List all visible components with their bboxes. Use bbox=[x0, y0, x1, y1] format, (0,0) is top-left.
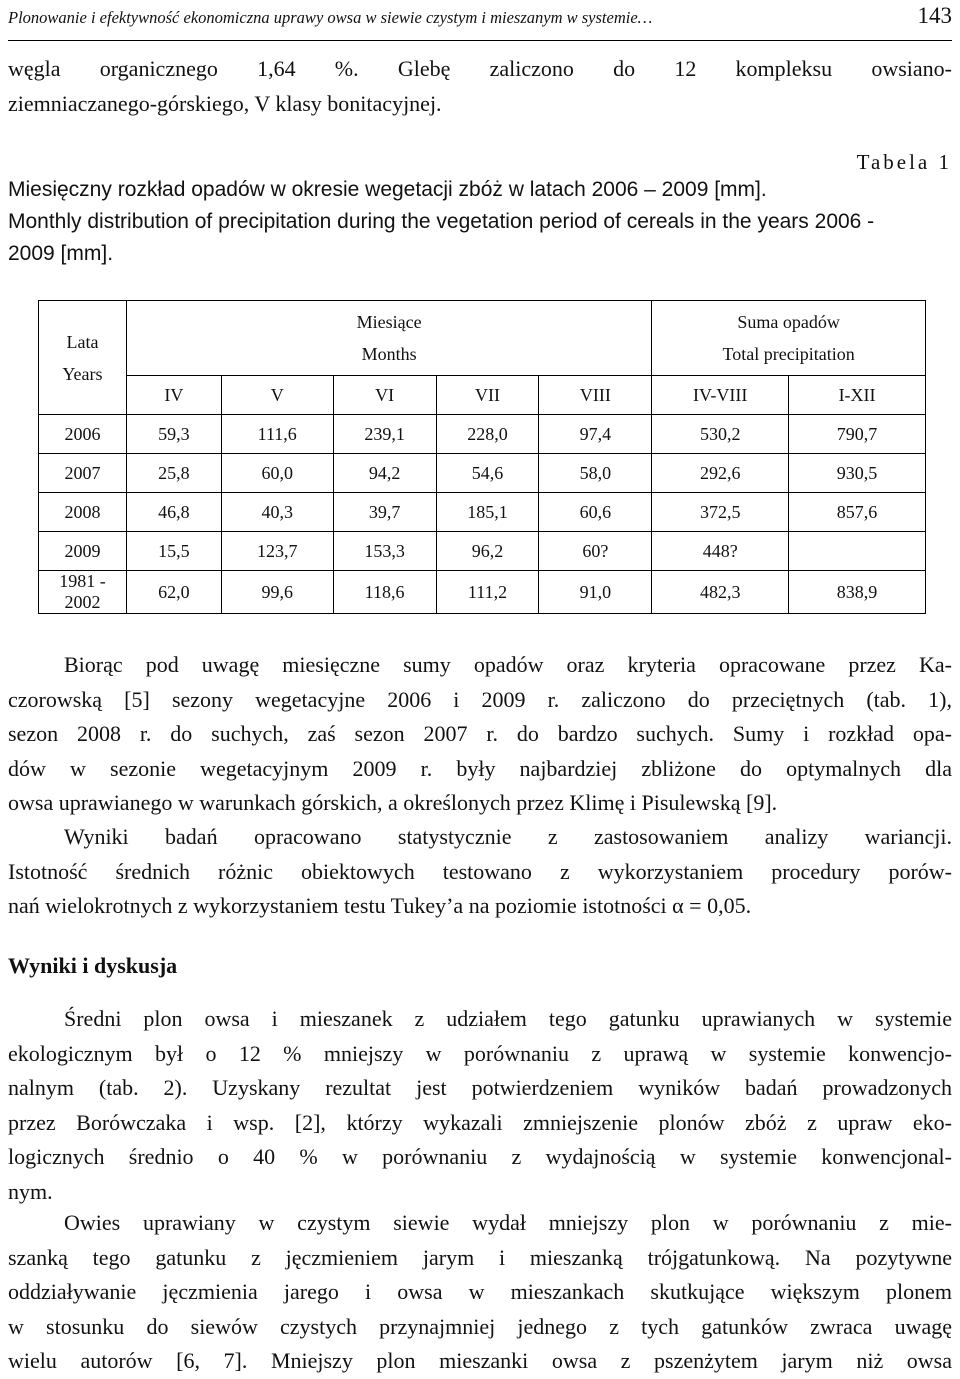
table-cell: 25,8 bbox=[126, 454, 221, 493]
text-line: Wyniki badań opracowano statystycznie z zastosowaniem analizy wariancji. bbox=[64, 824, 952, 849]
table-cell: 94,2 bbox=[333, 454, 436, 493]
text-line: nalnym (tab. 2). Uzyskany rezultat jest potwierdzeniem wyników badań prowadzonych bbox=[8, 1075, 952, 1100]
table-cell: 118,6 bbox=[333, 571, 436, 614]
text-line: dów w sezonie wegetacyjnym 2009 r. były najbardziej zbliżone do optymalnych dla bbox=[8, 755, 952, 781]
table-row bbox=[39, 415, 926, 454]
months-label-en: Months bbox=[361, 344, 417, 364]
text-line: ekologicznym był o 12 % mniejszy w porównaniu z uprawą w systemie konwencjo- bbox=[8, 1040, 952, 1066]
table-cell: 91,0 bbox=[539, 571, 652, 614]
text-line: sezon 2008 r. do suchych, zaś sezon 2007 r. do bardzo suchych. Sumy i rozkład opa- bbox=[8, 721, 952, 746]
text-line: w stosunku do siewów czystych przynajmniej jednego z tych gatunków zwraca uwagę bbox=[8, 1313, 952, 1339]
table-cell: 292,6 bbox=[652, 454, 789, 493]
table-row bbox=[39, 454, 926, 493]
intro-paragraph bbox=[8, 52, 952, 121]
table-cell: 62,0 bbox=[126, 571, 221, 614]
table-cell: 15,5 bbox=[126, 532, 221, 571]
text-line: szanką tego gatunku z jęczmieniem jarym i mieszanką trójgatunkową. Na pozytywne bbox=[8, 1244, 952, 1270]
text-line: Owies uprawiany w czystym siewie wydał mniejszy plon w porównaniu z mie- bbox=[64, 1210, 952, 1235]
text-line: przez Borówczaka i wsp. [2], którzy wykazali zmniejszenie plonów zbóż z upraw eko- bbox=[8, 1109, 952, 1135]
years-label-en: Years bbox=[62, 363, 103, 384]
table-cell bbox=[789, 532, 926, 571]
table-label: Tabela 1 bbox=[856, 150, 952, 174]
table-cell: 40,3 bbox=[221, 493, 333, 532]
table-cell: 1981 - 2002 bbox=[39, 571, 127, 614]
table-cell: 239,1 bbox=[333, 415, 436, 454]
body-paragraph bbox=[8, 1002, 952, 1209]
table-caption-en: 2009 [mm]. bbox=[8, 242, 114, 265]
column-header: VIII bbox=[539, 376, 652, 415]
page-number: 143 bbox=[917, 3, 952, 28]
table-cell: 111,6 bbox=[221, 415, 333, 454]
text-line: logicznych średnio o 40 % w porównaniu z wydajnością w systemie konwencjonal- bbox=[8, 1144, 952, 1169]
table-cell: 482,3 bbox=[652, 571, 789, 614]
column-header: VI bbox=[333, 376, 436, 415]
months-header-cell bbox=[126, 301, 651, 376]
text-line: węgla organicznego 1,64 %. Glebę zaliczono do 12 kompleksu owsiano- bbox=[8, 56, 952, 81]
table-cell: 930,5 bbox=[789, 454, 926, 493]
table-cell: 60,0 bbox=[221, 454, 333, 493]
text-line: ziemniaczanego-górskiego, V klasy bonitacyjnej. bbox=[8, 90, 442, 116]
table-cell: 96,2 bbox=[436, 532, 539, 571]
table-row bbox=[39, 493, 926, 532]
table-cell: 790,7 bbox=[789, 415, 926, 454]
table-cell: 59,3 bbox=[126, 415, 221, 454]
body-paragraph bbox=[8, 1206, 952, 1379]
running-title: Plonowanie i efektywność ekonomiczna uprawy owsa w siewie czystym i mieszanym w systemie… bbox=[8, 8, 653, 27]
table-row bbox=[39, 532, 926, 571]
section-heading: Wyniki i dyskusja bbox=[8, 953, 178, 978]
table-cell: 111,2 bbox=[436, 571, 539, 614]
years-header-cell bbox=[39, 301, 127, 415]
text-line: Istotność średnich różnic obiektowych testowano z wykorzystaniem procedury porów- bbox=[8, 858, 952, 884]
table-cell: 54,6 bbox=[436, 454, 539, 493]
table-cell: 448? bbox=[652, 532, 789, 571]
text-line: Biorąc pod uwagę miesięczne sumy opadów oraz kryteria opracowane przez Ka- bbox=[64, 652, 952, 677]
sum-header-cell bbox=[652, 301, 926, 376]
body-paragraph bbox=[8, 648, 952, 821]
text-line: czorowską [5] sezony wegetacyjne 2006 i 2009 r. zaliczono do przeciętnych (tab. 1), bbox=[8, 686, 952, 712]
table-cell: 60,6 bbox=[539, 493, 652, 532]
table-header-row bbox=[39, 301, 926, 376]
table-caption-pl: Miesięczny rozkład opadów w okresie wegetacji zbóż w latach 2006 – 2009 [mm]. bbox=[8, 178, 767, 201]
table-cell: 2009 bbox=[39, 532, 127, 571]
table-cell: 2007 bbox=[39, 454, 127, 493]
sum-label-en: Total precipitation bbox=[722, 344, 855, 364]
column-header: V bbox=[221, 376, 333, 415]
body-paragraph bbox=[8, 820, 952, 924]
table-cell: 185,1 bbox=[436, 493, 539, 532]
text-line: Średni plon owsa i mieszanek z udziałem tego gatunku uprawianych w systemie bbox=[64, 1006, 952, 1031]
column-header: I-XII bbox=[789, 376, 926, 415]
text-line: oddziaływanie jęczmienia jarego i owsa w mieszankach skutkujące większym plonem bbox=[8, 1279, 952, 1304]
table-cell: 39,7 bbox=[333, 493, 436, 532]
page-header bbox=[8, 0, 952, 41]
table-cell: 123,7 bbox=[221, 532, 333, 571]
table-cell: 2008 bbox=[39, 493, 127, 532]
table-cell: 99,6 bbox=[221, 571, 333, 614]
text-line: owsa uprawianego w warunkach górskich, a określonych przez Klimę i Pisulewską [9]. bbox=[8, 790, 778, 815]
text-line: wielu autorów [6, 7]. Mniejszy plon mieszanki owsa z pszenżytem jarym niż owsa bbox=[8, 1348, 952, 1373]
table-cell: 153,3 bbox=[333, 532, 436, 571]
column-header: VII bbox=[436, 376, 539, 415]
column-header: IV-VIII bbox=[652, 376, 789, 415]
months-label-pl: Miesiące bbox=[356, 312, 422, 332]
table-cell: 857,6 bbox=[789, 493, 926, 532]
table-cell: 530,2 bbox=[652, 415, 789, 454]
table-column-row bbox=[39, 376, 926, 415]
text-line: nań wielokrotnych z wykorzystaniem testu Tukey’a na poziomie istotności α = 0,05. bbox=[8, 893, 752, 918]
precipitation-table bbox=[38, 300, 926, 614]
sum-label-pl: Suma opadów bbox=[737, 312, 840, 332]
table-cell: 58,0 bbox=[539, 454, 652, 493]
table-cell: 46,8 bbox=[126, 493, 221, 532]
text-line: nym. bbox=[8, 1178, 53, 1204]
table-cell: 97,4 bbox=[539, 415, 652, 454]
table-cell: 372,5 bbox=[652, 493, 789, 532]
table-cell: 228,0 bbox=[436, 415, 539, 454]
table-cell: 2006 bbox=[39, 415, 127, 454]
table-cell: 838,9 bbox=[789, 571, 926, 614]
table-caption-en: Monthly distribution of precipitation during the vegetation period of cereals in the years 2006 - bbox=[8, 210, 875, 233]
table-row bbox=[39, 571, 926, 614]
column-header: IV bbox=[126, 376, 221, 415]
table-cell: 60? bbox=[539, 532, 652, 571]
years-label-pl: Lata bbox=[66, 331, 99, 352]
